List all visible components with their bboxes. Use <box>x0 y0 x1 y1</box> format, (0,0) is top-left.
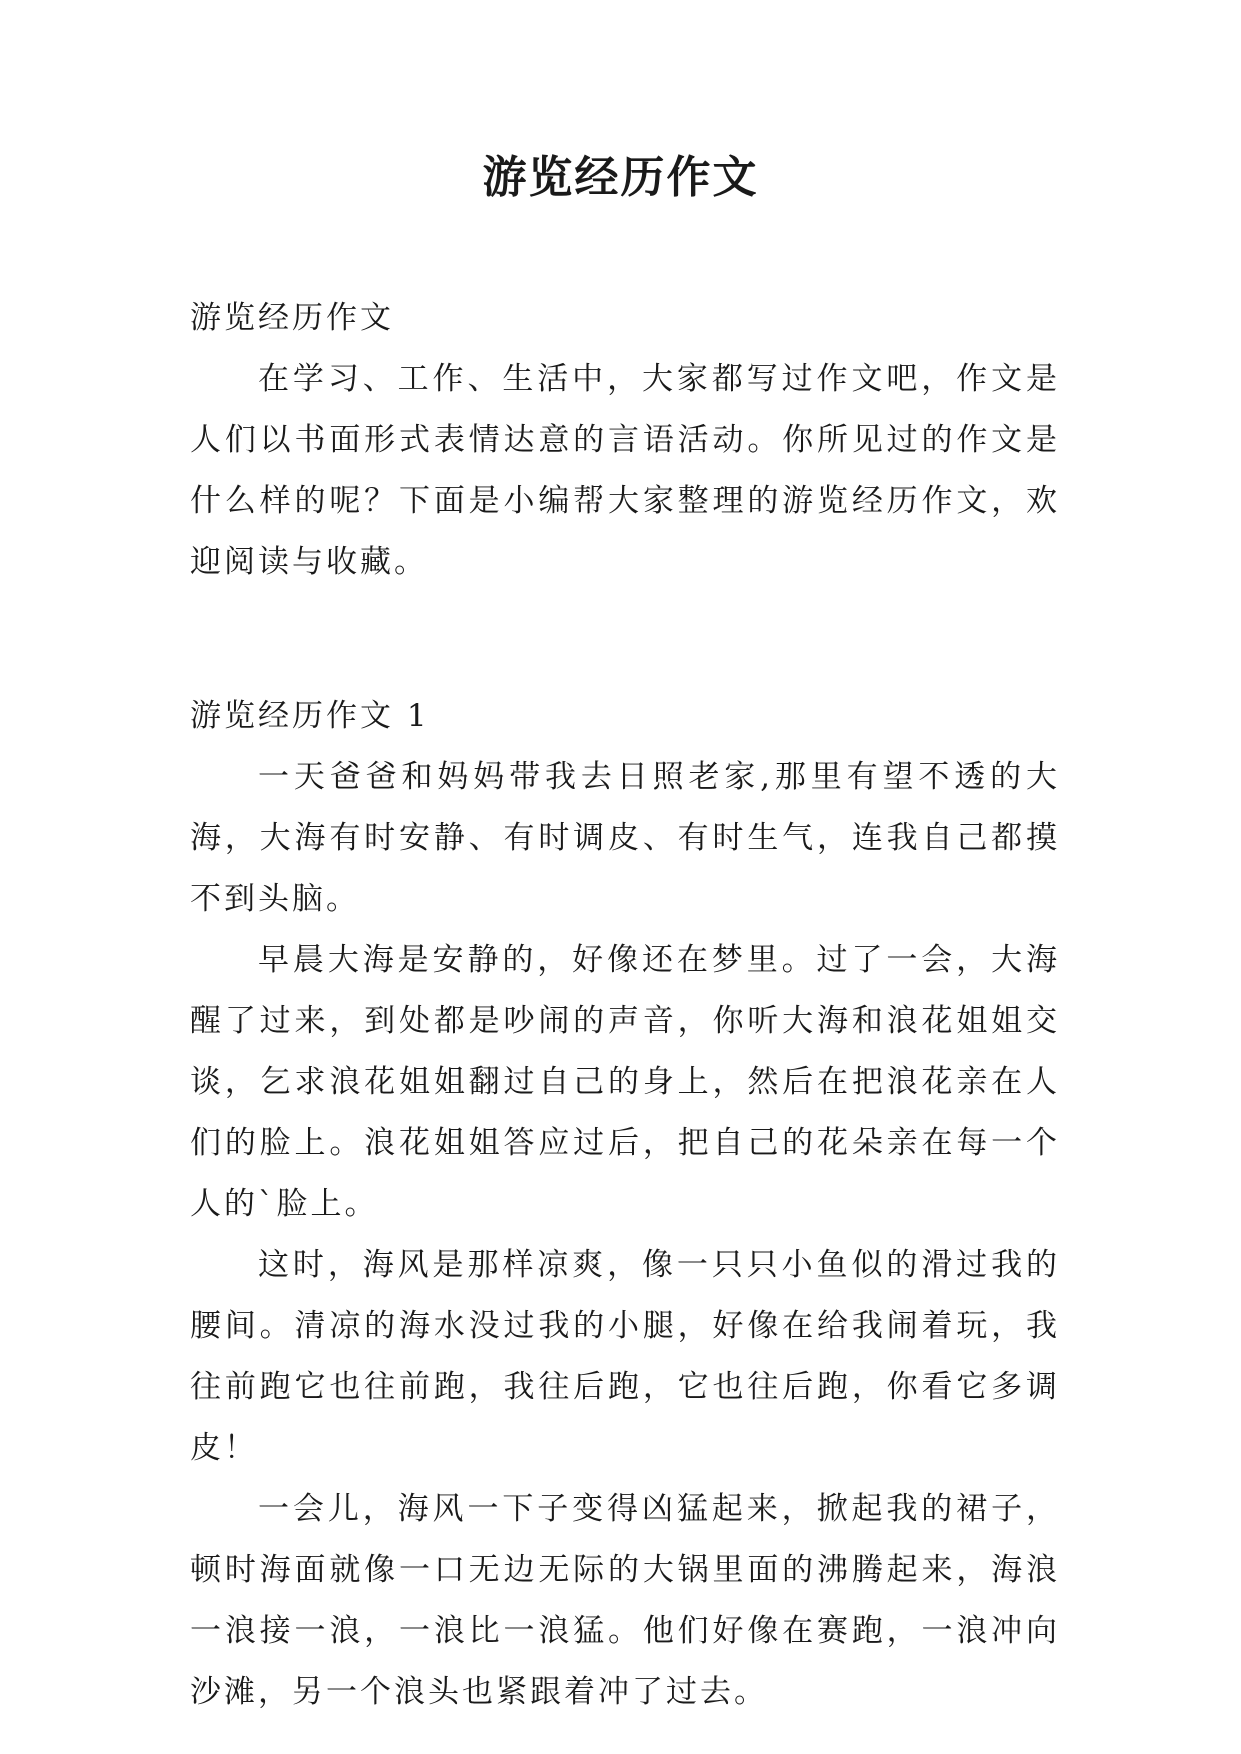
document-title: 游览经历作文 <box>482 152 759 203</box>
document-body <box>190 288 1060 1723</box>
body-paragraph: 早晨大海是安静的，好像还在梦里。过了一会，大海醒了过来，到处都是吵闹的声音，你听大海和浪花姐姐交谈，乞求浪花姐姐翻过自己的身上，然后在把浪花亲在人们的脸上。浪花姐姐答应过后，把自己的花朵亲在每一个人的`脸上。 <box>190 942 1060 1222</box>
body-paragraph: 一会儿，海风一下子变得凶猛起来，掀起我的裙子，顿时海面就像一口无边无际的大锅里面的沸腾起来，海浪一浪接一浪，一浪比一浪猛。他们好像在赛跑，一浪冲向沙滩，另一个浪头也紧跟着冲了过去。 <box>190 1491 1060 1710</box>
intro-heading: 游览经历作文 <box>190 300 394 336</box>
section-gap <box>190 593 1060 686</box>
section-heading: 游览经历作文 1 <box>190 698 430 734</box>
intro-paragraph: 在学习、工作、生活中，大家都写过作文吧，作文是人们以书面形式表情达意的言语活动。你所见过的作文是什么样的呢？下面是小编帮大家整理的游览经历作文，欢迎阅读与收藏。 <box>190 361 1060 580</box>
body-paragraph: 一天爸爸和妈妈带我去日照老家,那里有望不透的大海，大海有时安静、有时调皮、有时生气，连我自己都摸不到头脑。 <box>190 759 1060 917</box>
body-paragraph: 这时，海风是那样凉爽，像一只只小鱼似的滑过我的腰间。清凉的海水没过我的小腿，好像在给我闹着玩，我往前跑它也往前跑，我往后跑，它也往后跑，你看它多调皮！ <box>190 1247 1060 1466</box>
